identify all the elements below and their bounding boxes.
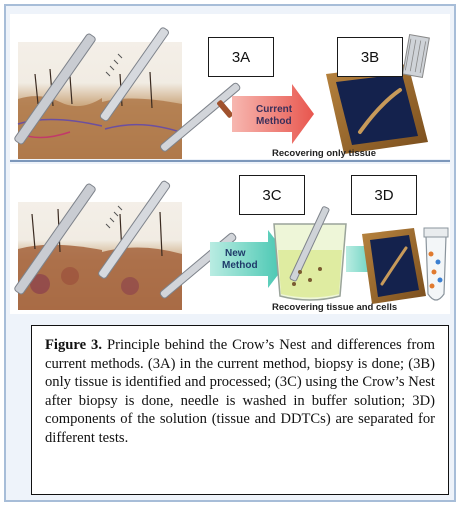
skin-panel-bottom-left	[18, 202, 102, 310]
caption-text: Principle behind the Crow’s Nest and differences from current methods. (3A) in the current method, biopsy is done; (3B) only tissue is identified and processed; (3C) using the Crow’s Nest after biopsy is done, needle is washed in buffer solution; 3D) components of the solution (tissue and DDTCs) are separated for different tests.	[45, 337, 435, 446]
current-arrow-line1: Current	[256, 104, 293, 115]
label-3b: 3B	[337, 37, 403, 77]
label-3a: 3A	[208, 37, 274, 77]
label-3d: 3D	[351, 175, 417, 215]
label-3c: 3C	[239, 175, 305, 215]
figure-caption	[31, 325, 449, 495]
sample-tube	[424, 228, 448, 300]
current-arrow-line2: Method	[256, 116, 292, 127]
subtitle-top: Recovering only tissue	[272, 148, 377, 159]
new-arrow-line2: Method	[222, 260, 258, 271]
caption-label: Figure 3.	[45, 337, 102, 353]
new-arrow-line1: New	[225, 248, 246, 259]
subtitle-bottom: Recovering tissue and cells	[272, 302, 398, 313]
skin-panel-top-left	[18, 42, 102, 159]
